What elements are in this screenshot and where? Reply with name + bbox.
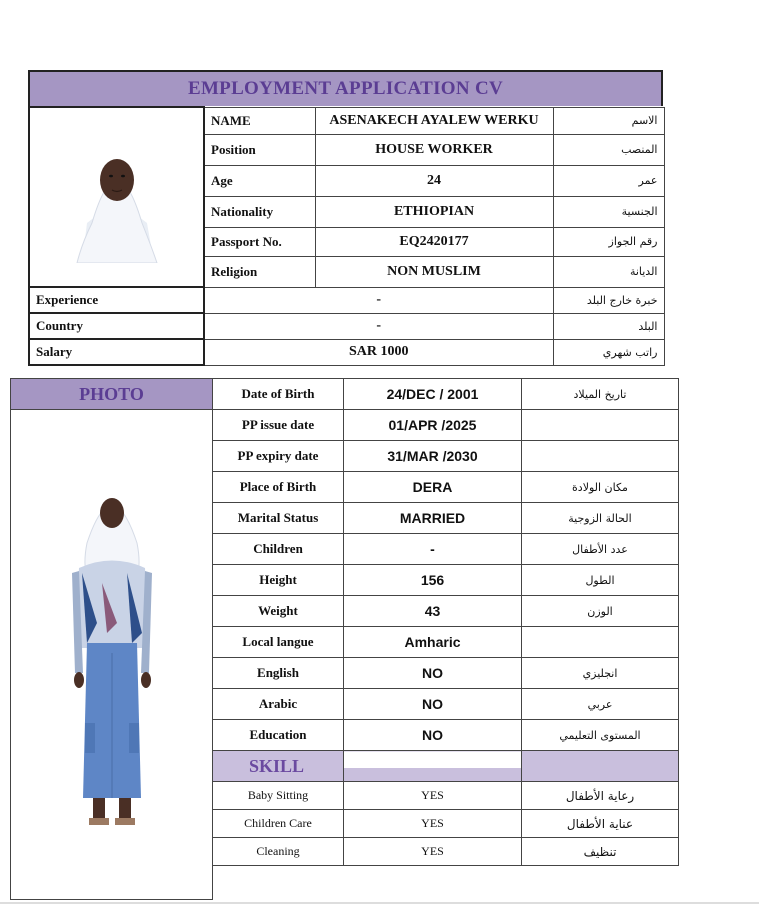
detail-arabic-label: انجليزي (582, 666, 618, 680)
field-arabic-label: رقم الجواز (608, 235, 658, 248)
info-row (29, 339, 664, 365)
skill-value: YES (421, 816, 444, 830)
field-value: SAR 1000 (348, 344, 409, 359)
skill-header-spacer (344, 751, 522, 782)
detail-value: NO (422, 665, 443, 681)
detail-row (11, 379, 679, 410)
field-arabic-label: الديانة (629, 265, 658, 278)
detail-value: 01/APR /2025 (388, 417, 477, 433)
field-label: Salary (36, 344, 73, 359)
field-value: 24 (427, 172, 441, 188)
full-body-photo-cell (11, 410, 213, 900)
detail-arabic-label: المستوى التعليمي (559, 728, 641, 742)
detail-label: Children (253, 541, 303, 556)
field-value: - (376, 292, 382, 307)
skill-arabic-label: عناية الأطفال (566, 816, 634, 831)
detail-label: English (257, 665, 299, 680)
field-arabic-label: الجنسية (621, 205, 658, 218)
skill-header-spacer (522, 751, 679, 782)
detail-value: 43 (424, 603, 441, 619)
detail-label: Date of Birth (241, 386, 315, 401)
field-value: HOUSE WORKER (375, 141, 493, 157)
skill-value: YES (421, 788, 444, 802)
detail-value: MARRIED (399, 510, 466, 526)
skill-label: Baby Sitting (247, 788, 309, 802)
detail-arabic-label: عدد الأطفال (572, 542, 628, 556)
skill-value: YES (421, 844, 444, 858)
detail-value: 24/DEC / 2001 (386, 386, 479, 402)
field-label: Religion (211, 263, 258, 279)
detail-value: NO (422, 727, 443, 743)
field-label: Age (211, 172, 233, 188)
field-label: NAME (211, 112, 251, 128)
field-label: Country (36, 318, 83, 333)
field-arabic-label: عمر (638, 174, 658, 187)
detail-row (11, 410, 679, 441)
field-label: Passport No. (211, 233, 282, 249)
field-value: NON MUSLIM (387, 263, 481, 279)
field-label: Position (211, 141, 256, 157)
detail-arabic-label: تاريخ الميلاد (573, 387, 627, 401)
detail-value: 31/MAR /2030 (387, 448, 478, 464)
detail-label: Local langue (242, 634, 314, 649)
detail-label: Place of Birth (239, 479, 317, 494)
detail-value: - (430, 541, 435, 557)
detail-value: 156 (420, 572, 445, 588)
field-value: ETHIOPIAN (393, 203, 475, 219)
detail-label: Arabic (258, 696, 298, 711)
headshot-cell (29, 107, 204, 287)
detail-value: NO (422, 696, 443, 712)
skill-arabic-label: تنظيف (583, 844, 617, 859)
detail-arabic-label: عربي (587, 697, 613, 711)
full-body-photo (57, 473, 167, 833)
detail-label: Height (259, 572, 297, 587)
detail-value: DERA (412, 479, 453, 495)
info-row (29, 287, 664, 313)
field-arabic-label: البلد (638, 319, 658, 333)
field-value: ASENAKECH AYALEW WERKU (329, 112, 539, 128)
field-value: - (376, 318, 382, 333)
page-bottom-line (0, 902, 759, 904)
field-arabic-label: خبرة خارج البلد (586, 293, 658, 307)
field-label: Experience (36, 292, 99, 307)
field-arabic-label: الاسم (631, 114, 658, 127)
personal-info-table (28, 106, 665, 366)
detail-label: Education (249, 727, 307, 742)
field-label: Nationality (211, 203, 274, 219)
detail-label: PP issue date (241, 417, 315, 432)
field-value: EQ2420177 (399, 233, 469, 249)
headshot-photo (62, 128, 172, 263)
detail-label: PP expiry date (237, 448, 319, 463)
detail-label: Marital Status (237, 510, 319, 525)
details-table (10, 378, 679, 900)
cv-title: EMPLOYMENT APPLICATION CV (28, 70, 663, 106)
detail-arabic-label: مكان الولادة (572, 480, 628, 494)
detail-arabic-label: الطول (585, 573, 615, 587)
detail-arabic-label: الحالة الزوجية (568, 511, 632, 525)
info-row (29, 313, 664, 339)
skill-header: SKILL (213, 751, 344, 782)
detail-label: Weight (258, 603, 298, 618)
detail-value: Amharic (404, 634, 461, 650)
detail-arabic-label: الوزن (587, 604, 613, 618)
info-row (29, 107, 664, 134)
skill-arabic-label: رعاية الأطفال (565, 788, 635, 803)
field-arabic-label: المنصب (621, 143, 658, 156)
skill-label: Children Care (244, 816, 312, 830)
skill-label: Cleaning (256, 844, 300, 858)
photo-header: PHOTO (11, 379, 213, 410)
field-arabic-label: راتب شهري (602, 345, 658, 359)
